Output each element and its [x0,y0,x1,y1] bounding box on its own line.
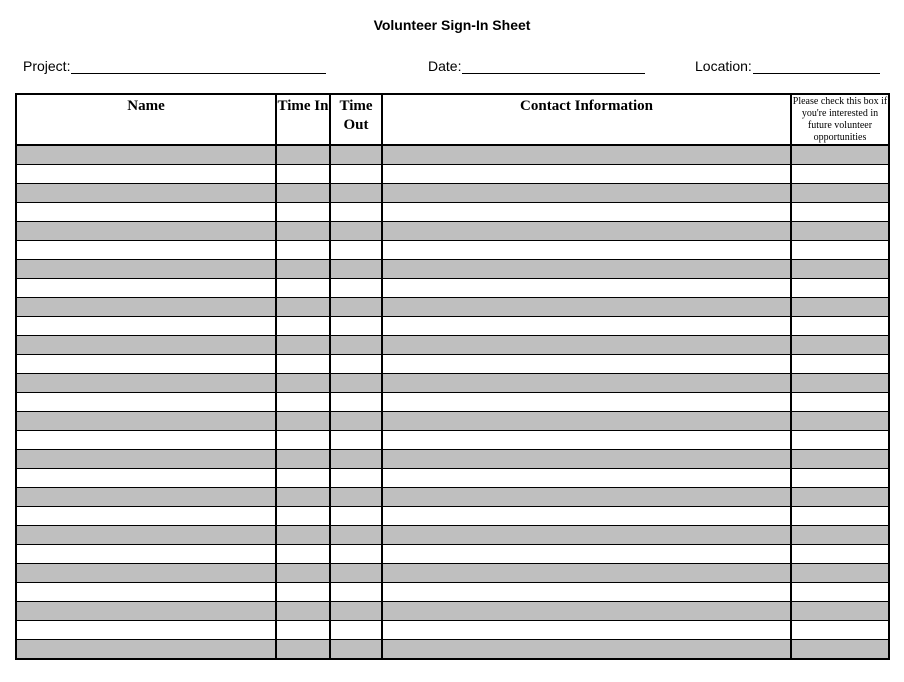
time-out-cell[interactable] [330,583,382,602]
contact-cell[interactable] [382,488,791,507]
table-row [16,545,889,564]
time-in-cell[interactable] [276,336,330,355]
table-row [16,469,889,488]
opt-in-cell[interactable] [791,279,889,298]
table-row [16,431,889,450]
time-out-cell[interactable] [330,336,382,355]
opt-in-cell[interactable] [791,165,889,184]
contact-cell[interactable] [382,621,791,640]
opt-in-cell[interactable] [791,145,889,165]
table-row [16,165,889,184]
opt-in-cell[interactable] [791,640,889,660]
table-row [16,602,889,621]
name-cell[interactable] [16,602,276,621]
name-cell[interactable] [16,222,276,241]
time-in-cell[interactable] [276,203,330,222]
table-row [16,526,889,545]
time-out-cell[interactable] [330,602,382,621]
table-body [16,145,889,659]
opt-in-cell[interactable] [791,545,889,564]
contact-cell[interactable] [382,412,791,431]
table-row [16,564,889,583]
date-field[interactable] [428,58,645,74]
contact-cell[interactable] [382,336,791,355]
contact-cell[interactable] [382,526,791,545]
time-out-cell[interactable] [330,298,382,317]
table-row [16,260,889,279]
time-in-cell[interactable] [276,374,330,393]
time-out-cell[interactable] [330,507,382,526]
sign-in-table [15,93,890,660]
time-in-cell[interactable] [276,184,330,203]
table-row [16,279,889,298]
time-out-cell[interactable] [330,431,382,450]
opt-in-cell[interactable] [791,298,889,317]
time-in-cell[interactable] [276,145,330,165]
contact-cell[interactable] [382,640,791,660]
time-out-cell[interactable] [330,412,382,431]
contact-cell[interactable] [382,431,791,450]
location-label: Location: [695,58,752,74]
table-row [16,583,889,602]
table-row [16,412,889,431]
opt-in-column-header: Please check this box if you're interested in future volunteer opportunities [792,96,888,143]
name-cell[interactable] [16,203,276,222]
contact-cell[interactable] [382,203,791,222]
time-in-cell[interactable] [276,222,330,241]
name-cell[interactable] [16,640,276,660]
opt-in-cell[interactable] [791,355,889,374]
contact-cell[interactable] [382,450,791,469]
name-cell[interactable] [16,165,276,184]
time-in-cell[interactable] [276,640,330,660]
contact-cell[interactable] [382,260,791,279]
opt-in-cell[interactable] [791,602,889,621]
name-cell[interactable] [16,336,276,355]
contact-cell[interactable] [382,583,791,602]
contact-cell[interactable] [382,374,791,393]
time-out-cell[interactable] [330,564,382,583]
opt-in-cell[interactable] [791,260,889,279]
opt-in-cell[interactable] [791,412,889,431]
sheet-title: Volunteer Sign-In Sheet [373,17,531,33]
contact-column-header: Contact Information [382,94,791,145]
name-cell[interactable] [16,145,276,165]
time-out-cell[interactable] [330,355,382,374]
name-cell[interactable] [16,279,276,298]
contact-cell[interactable] [382,545,791,564]
time-out-cell[interactable] [330,374,382,393]
time-in-cell[interactable] [276,393,330,412]
time-out-column-header: Time Out [330,94,382,145]
table-row [16,241,889,260]
contact-cell[interactable] [382,355,791,374]
time-out-cell[interactable] [330,203,382,222]
time-out-cell[interactable] [330,393,382,412]
time-in-cell[interactable] [276,241,330,260]
header-row [16,94,889,145]
table-row [16,336,889,355]
contact-cell[interactable] [382,279,791,298]
name-cell[interactable] [16,621,276,640]
opt-in-cell[interactable] [791,507,889,526]
name-cell[interactable] [16,241,276,260]
contact-cell[interactable] [382,393,791,412]
name-cell[interactable] [16,260,276,279]
opt-in-cell[interactable] [791,583,889,602]
time-in-cell[interactable] [276,298,330,317]
time-in-cell[interactable] [276,450,330,469]
time-out-cell[interactable] [330,621,382,640]
time-out-cell[interactable] [330,488,382,507]
contact-cell[interactable] [382,165,791,184]
project-blank-line[interactable] [71,58,326,74]
name-cell[interactable] [16,507,276,526]
name-cell[interactable] [16,526,276,545]
time-in-cell[interactable] [276,507,330,526]
time-in-cell[interactable] [276,602,330,621]
contact-cell[interactable] [382,564,791,583]
time-in-cell[interactable] [276,469,330,488]
name-cell[interactable] [16,431,276,450]
time-in-cell[interactable] [276,431,330,450]
contact-cell[interactable] [382,145,791,165]
table-row [16,507,889,526]
contact-cell[interactable] [382,507,791,526]
table-row [16,393,889,412]
opt-in-cell[interactable] [791,336,889,355]
opt-in-cell[interactable] [791,222,889,241]
name-cell[interactable] [16,583,276,602]
opt-in-cell[interactable] [791,184,889,203]
time-in-cell[interactable] [276,260,330,279]
table-row [16,298,889,317]
contact-cell[interactable] [382,469,791,488]
table-row [16,488,889,507]
opt-in-cell[interactable] [791,564,889,583]
opt-in-cell[interactable] [791,393,889,412]
opt-in-cell[interactable] [791,317,889,336]
name-cell[interactable] [16,564,276,583]
time-in-cell[interactable] [276,165,330,184]
time-out-cell[interactable] [330,545,382,564]
opt-in-cell[interactable] [791,488,889,507]
time-in-cell[interactable] [276,412,330,431]
table-row [16,355,889,374]
table-row [16,374,889,393]
time-in-cell[interactable] [276,583,330,602]
name-cell[interactable] [16,393,276,412]
time-out-cell[interactable] [330,469,382,488]
date-blank-line[interactable] [462,58,645,74]
table-row [16,621,889,640]
contact-cell[interactable] [382,241,791,260]
contact-cell[interactable] [382,184,791,203]
time-in-cell[interactable] [276,488,330,507]
contact-cell[interactable] [382,298,791,317]
table-row [16,450,889,469]
opt-in-cell[interactable] [791,431,889,450]
name-cell[interactable] [16,374,276,393]
time-out-cell[interactable] [330,450,382,469]
name-cell[interactable] [16,355,276,374]
time-in-cell[interactable] [276,317,330,336]
table-row [16,640,889,660]
time-out-cell[interactable] [330,526,382,545]
time-out-cell[interactable] [330,317,382,336]
table-row [16,222,889,241]
table-row [16,184,889,203]
name-cell[interactable] [16,545,276,564]
opt-in-cell[interactable] [791,374,889,393]
opt-in-cell[interactable] [791,526,889,545]
time-in-cell[interactable] [276,526,330,545]
name-cell[interactable] [16,298,276,317]
name-cell[interactable] [16,450,276,469]
table-row [16,317,889,336]
opt-in-cell[interactable] [791,469,889,488]
project-field[interactable] [23,58,326,74]
name-cell[interactable] [16,317,276,336]
table-row [16,203,889,222]
time-in-column-header: Time In [276,94,330,145]
contact-cell[interactable] [382,602,791,621]
opt-in-cell[interactable] [791,241,889,260]
name-cell[interactable] [16,412,276,431]
location-field[interactable] [695,58,880,74]
time-out-cell[interactable] [330,222,382,241]
time-out-cell[interactable] [330,279,382,298]
time-in-cell[interactable] [276,564,330,583]
contact-cell[interactable] [382,317,791,336]
time-out-cell[interactable] [330,184,382,203]
name-cell[interactable] [16,469,276,488]
name-cell[interactable] [16,488,276,507]
location-blank-line[interactable] [753,58,880,74]
project-label: Project: [23,58,71,74]
time-in-cell[interactable] [276,279,330,298]
time-out-cell[interactable] [330,640,382,660]
time-out-cell[interactable] [330,241,382,260]
time-out-cell[interactable] [330,260,382,279]
time-out-cell[interactable] [330,165,382,184]
time-out-cell[interactable] [330,145,382,165]
table-row [16,145,889,165]
opt-in-cell[interactable] [791,450,889,469]
opt-in-cell[interactable] [791,203,889,222]
name-cell[interactable] [16,184,276,203]
name-column-header: Name [16,94,276,145]
date-label: Date: [428,58,462,74]
time-in-cell[interactable] [276,545,330,564]
time-in-cell[interactable] [276,355,330,374]
time-in-cell[interactable] [276,621,330,640]
opt-in-cell[interactable] [791,621,889,640]
contact-cell[interactable] [382,222,791,241]
